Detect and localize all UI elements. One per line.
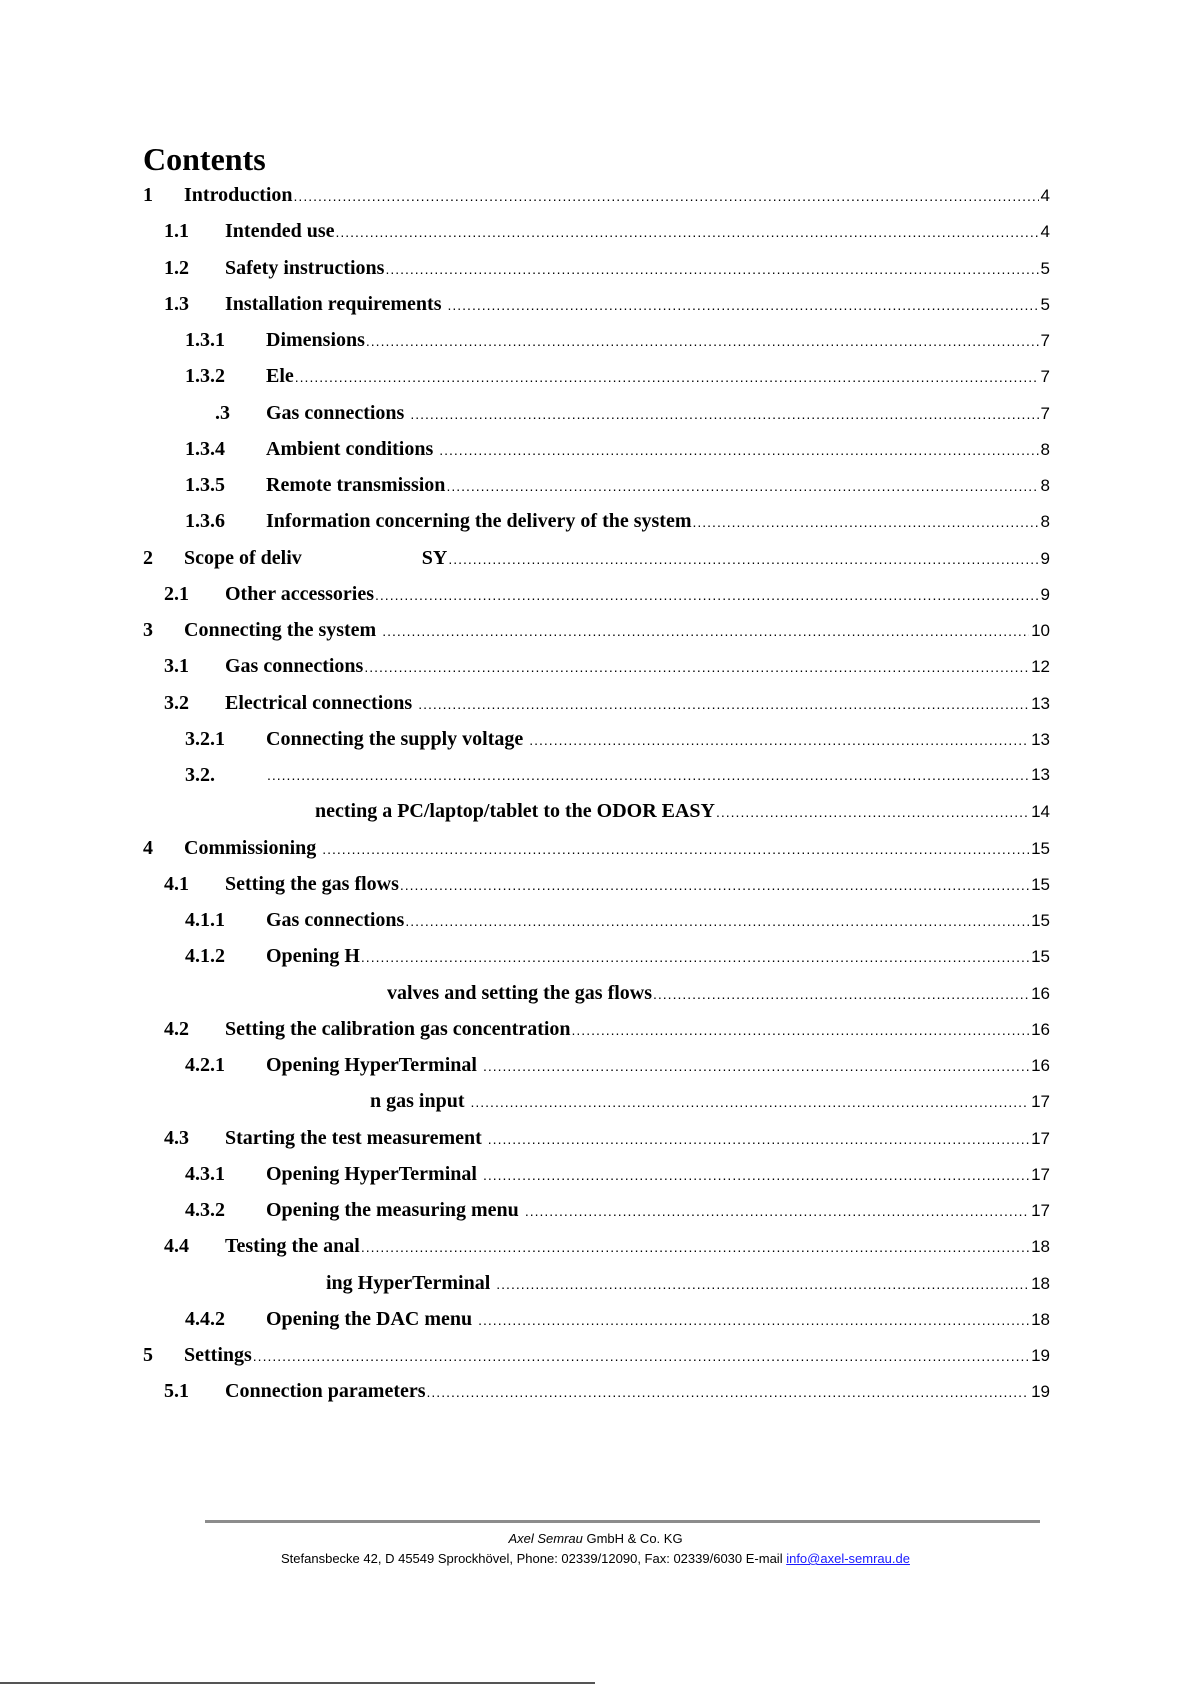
toc-entry[interactable] xyxy=(143,978,1050,1008)
toc-entry-title: Gas connections xyxy=(225,655,364,678)
toc-leader-dots xyxy=(418,689,1029,719)
toc-entry-number: 1.2 xyxy=(164,256,189,279)
toc-entry-number: 4.3 xyxy=(164,1126,189,1149)
toc-entry-number: 3.2. xyxy=(185,764,215,786)
toc-entry-title: Opening the measuring menu xyxy=(266,1199,524,1221)
toc-entry[interactable] xyxy=(143,434,1050,464)
toc-entry[interactable] xyxy=(143,760,1050,790)
toc-entry[interactable] xyxy=(143,1195,1050,1225)
toc-entry-page: 5 xyxy=(1040,258,1050,278)
toc-leader-dots xyxy=(364,652,1029,682)
toc-leader-dots xyxy=(361,942,1029,972)
toc-entry-number: 5 xyxy=(143,1344,153,1366)
toc-entry-number: 5.1 xyxy=(164,1380,189,1403)
toc-entry-page: 18 xyxy=(1031,1237,1050,1257)
toc-entry-page: 7 xyxy=(1040,367,1050,387)
toc-entry-title: Setting the calibration gas concentration xyxy=(225,1017,571,1040)
toc-entry-title: Information concerning the delivery of the system xyxy=(266,510,692,533)
toc-entry[interactable] xyxy=(143,325,1050,355)
toc-leader-dots xyxy=(295,362,1039,392)
toc-entry-page: 8 xyxy=(1040,476,1050,495)
footer-company-suffix: GmbH & Co. KG xyxy=(582,1531,683,1546)
toc-entry-title: Testing the anal xyxy=(225,1235,360,1258)
toc-entry-number: .3 xyxy=(215,401,230,424)
toc-leader-dots xyxy=(448,290,1039,320)
toc-entry-title: Ele xyxy=(266,365,294,388)
toc-leader-dots xyxy=(448,544,1038,574)
toc-entry-title: Opening HyperTerminal xyxy=(266,1054,482,1076)
toc-leader-dots xyxy=(446,471,1038,501)
toc-entry[interactable] xyxy=(143,1340,1050,1370)
toc-entry-page: 10 xyxy=(1031,621,1050,640)
toc-entry-title: Opening H xyxy=(266,945,360,968)
toc-leader-dots xyxy=(471,1087,1030,1117)
toc-entry-page: 7 xyxy=(1040,403,1050,423)
toc-entry-title: Connecting the supply voltage xyxy=(266,727,529,750)
toc-entry[interactable] xyxy=(143,651,1050,681)
toc-entry-number: 1.3.1 xyxy=(185,329,225,351)
toc-entry-title: necting a PC/laptop/tablet to the ODOR EASY xyxy=(315,800,715,823)
toc-leader-dots xyxy=(322,834,1029,864)
toc-entry[interactable] xyxy=(143,724,1050,754)
toc-entry-number: 4.3.2 xyxy=(185,1199,225,1221)
toc-leader-dots xyxy=(405,906,1029,936)
toc-entry-page: 17 xyxy=(1031,1164,1050,1184)
toc-entry[interactable] xyxy=(143,361,1050,391)
toc-entry-number: 2 xyxy=(143,546,153,569)
toc-entry-title: Gas connections xyxy=(266,401,410,424)
toc-entry[interactable] xyxy=(143,1086,1050,1116)
toc-entry-title: Remote transmission xyxy=(266,474,446,496)
toc-entry-number: 1.3.2 xyxy=(185,365,225,388)
toc-leader-dots xyxy=(385,254,1038,284)
toc-leader-dots xyxy=(716,797,1029,827)
toc-entry-title: Connecting the system xyxy=(184,619,382,641)
toc-leader-dots xyxy=(294,181,1039,211)
toc-entry-number: 3.1 xyxy=(164,655,189,678)
toc-entry-number: 1.3 xyxy=(164,292,189,315)
toc-entry-number: 3.2 xyxy=(164,691,189,714)
toc-leader-dots xyxy=(335,217,1038,247)
footer-company xyxy=(0,1530,1191,1548)
toc-entry-title: Installation requirements xyxy=(225,292,447,315)
toc-entry-page: 14 xyxy=(1031,802,1050,822)
toc-entry-title: Setting the gas flows xyxy=(225,872,399,895)
toc-entry-page: 4 xyxy=(1040,186,1050,205)
toc-leader-dots xyxy=(253,1341,1029,1371)
toc-entry-page: 13 xyxy=(1031,765,1050,784)
toc-entry-number: 1.1 xyxy=(164,220,189,243)
toc-entry-title: valves and setting the gas flows xyxy=(387,981,653,1004)
toc-entry-number: 1.3.4 xyxy=(185,437,225,460)
toc-entry-title: n gas input xyxy=(370,1090,470,1113)
toc-entry-page: 9 xyxy=(1040,584,1050,604)
toc-entry-page: 16 xyxy=(1031,983,1050,1003)
toc-entry-title: Settings xyxy=(184,1344,252,1366)
toc-entry[interactable] xyxy=(143,905,1050,935)
toc-leader-dots xyxy=(400,870,1029,900)
toc-entry[interactable] xyxy=(143,615,1050,645)
toc-entry-title: Scope of deliv SY xyxy=(184,546,448,569)
toc-entry-page: 5 xyxy=(1040,294,1050,314)
toc-entry-page: 17 xyxy=(1031,1128,1050,1148)
toc-entry[interactable] xyxy=(143,579,1050,609)
toc-leader-dots xyxy=(488,1124,1029,1154)
toc-entry-number: 4.2.1 xyxy=(185,1054,225,1076)
toc-leader-dots xyxy=(382,616,1029,646)
toc-leader-dots xyxy=(410,399,1038,429)
footer-divider xyxy=(205,1520,1040,1523)
page-title: Contents xyxy=(143,141,266,177)
toc-entry-page: 13 xyxy=(1031,693,1050,713)
toc-entry[interactable] xyxy=(143,1050,1050,1080)
footer-email-link[interactable]: info@axel-semrau.de xyxy=(786,1551,910,1566)
toc-leader-dots xyxy=(483,1160,1029,1190)
toc-entry-number: 2.1 xyxy=(164,582,189,605)
toc-entry[interactable] xyxy=(143,1014,1050,1044)
toc-entry-title: Dimensions xyxy=(266,329,365,351)
footer-company-name: Axel Semrau xyxy=(508,1531,583,1546)
toc-entry[interactable] xyxy=(143,1268,1050,1298)
toc-entry[interactable] xyxy=(143,1376,1050,1406)
toc-entry[interactable] xyxy=(143,216,1050,246)
toc-entry[interactable] xyxy=(143,688,1050,718)
toc-entry-page: 13 xyxy=(1031,729,1050,749)
page-bottom-edge xyxy=(0,1682,595,1684)
toc-entry-title: Opening the DAC menu xyxy=(266,1307,478,1330)
toc-entry-page: 8 xyxy=(1040,512,1050,532)
toc-entry-page: 19 xyxy=(1031,1382,1050,1402)
toc-leader-dots xyxy=(529,725,1029,755)
toc-entry-page: 18 xyxy=(1031,1309,1050,1329)
toc-leader-dots xyxy=(366,326,1039,356)
toc-entry[interactable] xyxy=(143,1123,1050,1153)
toc-entry[interactable] xyxy=(143,1304,1050,1334)
toc-entry-number: 4.4.2 xyxy=(185,1307,225,1330)
toc-entry[interactable] xyxy=(143,506,1050,536)
toc-entry-title: Intended use xyxy=(225,220,335,243)
toc-entry-page: 19 xyxy=(1031,1346,1050,1365)
toc-entry[interactable] xyxy=(143,941,1050,971)
toc-entry-number: 4.3.1 xyxy=(185,1162,225,1185)
toc-entry-page: 16 xyxy=(1031,1019,1050,1039)
toc-entry-title: Other accessories xyxy=(225,582,375,605)
toc-entry[interactable] xyxy=(143,796,1050,826)
toc-entry-page: 8 xyxy=(1040,439,1050,459)
toc-entry-title: ing HyperTerminal xyxy=(326,1271,496,1294)
toc-entry-title: Connection parameters xyxy=(225,1380,426,1403)
toc-entry-number: 4 xyxy=(143,836,153,859)
toc-entry[interactable] xyxy=(143,833,1050,863)
toc-entry-title: Ambient conditions xyxy=(266,437,439,460)
footer-address xyxy=(0,1550,1191,1568)
toc-entry-number: 1.3.6 xyxy=(185,510,225,533)
toc-entry-title: Safety instructions xyxy=(225,256,385,279)
toc-leader-dots xyxy=(267,760,1029,790)
toc-entry-title: Opening HyperTerminal xyxy=(266,1162,482,1185)
toc-entry-page: 17 xyxy=(1031,1092,1050,1112)
toc-entry-number: 1 xyxy=(143,184,153,206)
toc-entry-page: 9 xyxy=(1040,548,1050,568)
toc-entry-title: Electrical connections xyxy=(225,691,418,714)
toc-entry[interactable] xyxy=(143,1231,1050,1261)
toc-entry-number: 4.1.1 xyxy=(185,909,225,931)
toc-entry[interactable] xyxy=(143,869,1050,899)
toc-entry-number: 3 xyxy=(143,619,153,641)
toc-entry-page: 18 xyxy=(1031,1273,1050,1293)
toc-entry-number: 4.4 xyxy=(164,1235,189,1258)
toc-entry-page: 7 xyxy=(1040,331,1050,350)
toc-entry-title: Gas connections xyxy=(266,909,405,931)
toc-entry-page: 4 xyxy=(1040,222,1050,242)
toc-leader-dots xyxy=(483,1051,1029,1081)
toc-entry-number: 4.1 xyxy=(164,872,189,895)
toc-entry-number: 4.2 xyxy=(164,1017,189,1040)
toc-entry-page: 17 xyxy=(1031,1201,1050,1220)
toc-entry-page: 15 xyxy=(1031,874,1050,894)
toc-entry-page: 15 xyxy=(1031,947,1050,967)
toc-leader-dots xyxy=(496,1269,1029,1299)
toc-entry-page: 16 xyxy=(1031,1056,1050,1075)
toc-entry-title: Commissioning xyxy=(184,836,322,859)
toc-leader-dots xyxy=(361,1232,1029,1262)
toc-leader-dots xyxy=(693,507,1039,537)
toc-entry-number: 4.1.2 xyxy=(185,945,225,968)
toc-leader-dots xyxy=(427,1377,1030,1407)
toc-leader-dots xyxy=(439,435,1038,465)
toc-entry-number: 3.2.1 xyxy=(185,727,225,750)
toc-entry-title: Starting the test measurement xyxy=(225,1126,487,1149)
toc-entry-page: 15 xyxy=(1031,838,1050,858)
toc-leader-dots xyxy=(653,979,1029,1009)
toc-entry[interactable] xyxy=(143,180,1050,210)
toc-entry-page: 12 xyxy=(1031,657,1050,677)
toc-entry-number: 1.3.5 xyxy=(185,474,225,496)
toc-entry[interactable] xyxy=(143,543,1050,573)
toc-entry[interactable] xyxy=(143,1159,1050,1189)
toc-entry[interactable] xyxy=(143,398,1050,428)
toc-leader-dots xyxy=(525,1196,1029,1226)
toc-leader-dots xyxy=(375,580,1039,610)
footer-address-text: Stefansbecke 42, D 45549 Sprockhövel, Phone: 02339/12090, Fax: 02339/6030 E-mail xyxy=(281,1551,787,1566)
toc-entry-page: 15 xyxy=(1031,911,1050,930)
toc-entry[interactable] xyxy=(143,253,1050,283)
toc-leader-dots xyxy=(572,1015,1030,1045)
toc-entry[interactable] xyxy=(143,289,1050,319)
toc-entry-title: Introduction xyxy=(184,184,293,206)
toc-leader-dots xyxy=(478,1305,1029,1335)
toc-entry[interactable] xyxy=(143,470,1050,500)
